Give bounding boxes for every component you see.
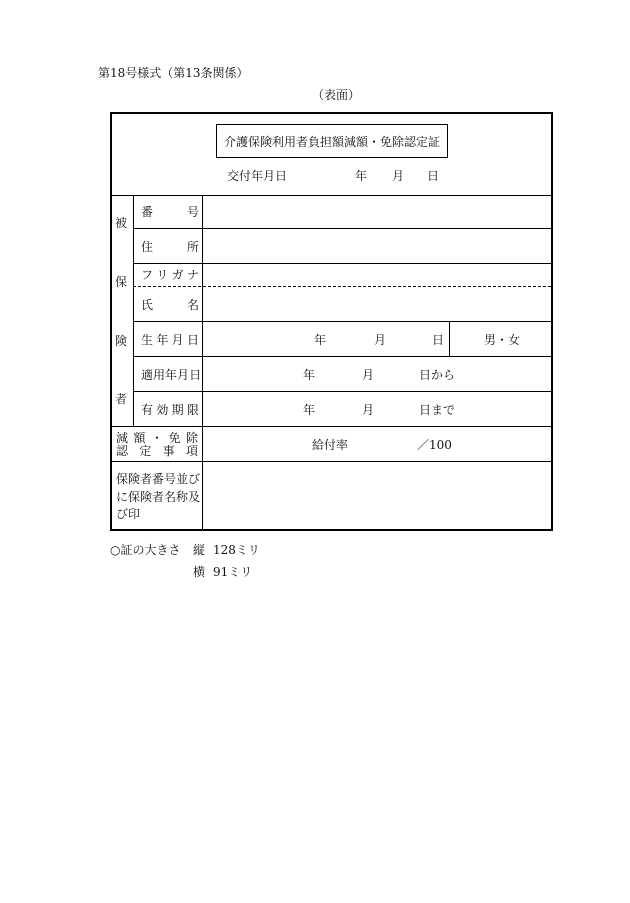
col-divider xyxy=(202,195,203,529)
number-label: 番 号 xyxy=(141,205,199,219)
reduction-label-line1: 減 額 ・ 免 除 xyxy=(116,431,198,445)
birth-month: 月 xyxy=(374,333,387,347)
row-divider xyxy=(133,356,551,357)
insured-char: 被 xyxy=(115,216,128,230)
row-divider xyxy=(133,321,551,322)
expiry-label: 有 効 期 限 xyxy=(141,403,199,417)
certificate-card xyxy=(110,112,553,531)
applicable-year: 年 xyxy=(303,368,316,382)
applicable-date-label: 適 用 年 月 日 xyxy=(141,368,202,382)
applicable-day-from: 日から xyxy=(419,368,456,382)
certificate-title xyxy=(216,124,448,158)
expiry-month: 月 xyxy=(362,403,375,417)
dashed-divider xyxy=(133,286,551,287)
row-divider xyxy=(133,263,551,264)
benefit-rate-value: ／100 xyxy=(417,438,452,452)
birthdate-label: 生 年 月 日 xyxy=(141,333,199,347)
issue-day: 日 xyxy=(427,169,440,183)
applicable-month: 月 xyxy=(362,368,375,382)
row-divider xyxy=(112,426,551,427)
reduction-label-line2: 認 定 事 項 xyxy=(116,444,198,458)
insured-char: 保 xyxy=(115,275,128,289)
horizontal-size-label: 横 xyxy=(193,565,206,579)
row-divider xyxy=(112,195,551,196)
title-text: 介護保険利用者負担額減額・免除認定証 xyxy=(223,134,440,149)
col-divider xyxy=(133,195,134,426)
insurer-label-line3: び印 xyxy=(116,507,141,521)
birth-day: 日 xyxy=(432,333,445,347)
insurer-label-line2: に保険者名称及 xyxy=(116,490,201,504)
form-number: 第18号様式（第13条関係） xyxy=(98,66,249,80)
expiry-day-until: 日まで xyxy=(419,403,456,417)
row-divider xyxy=(112,461,551,462)
size-label: ○証の大きさ xyxy=(110,543,181,557)
gender: 男・女 xyxy=(484,333,521,347)
name-label: 氏 名 xyxy=(141,298,199,312)
insured-char: 険 xyxy=(115,334,128,348)
benefit-rate-label: 給付率 xyxy=(312,438,349,452)
furigana-label: フ リ ガ ナ xyxy=(141,268,199,282)
issue-month: 月 xyxy=(392,169,405,183)
col-divider xyxy=(449,321,450,356)
vertical-size-value: 128ミリ xyxy=(213,543,260,557)
insurer-label-line1: 保険者番号並び xyxy=(116,472,201,486)
issue-year: 年 xyxy=(355,169,368,183)
side-label: （表面） xyxy=(312,88,361,102)
row-divider xyxy=(133,391,551,392)
vertical-size-label: 縦 xyxy=(193,543,206,557)
address-label: 住 所 xyxy=(141,240,199,254)
issue-date-label: 交付年月日 xyxy=(227,169,288,183)
horizontal-size-value: 91ミリ xyxy=(213,565,253,579)
insured-char: 者 xyxy=(115,392,128,406)
row-divider xyxy=(133,228,551,229)
birth-year: 年 xyxy=(314,333,327,347)
expiry-year: 年 xyxy=(303,403,316,417)
